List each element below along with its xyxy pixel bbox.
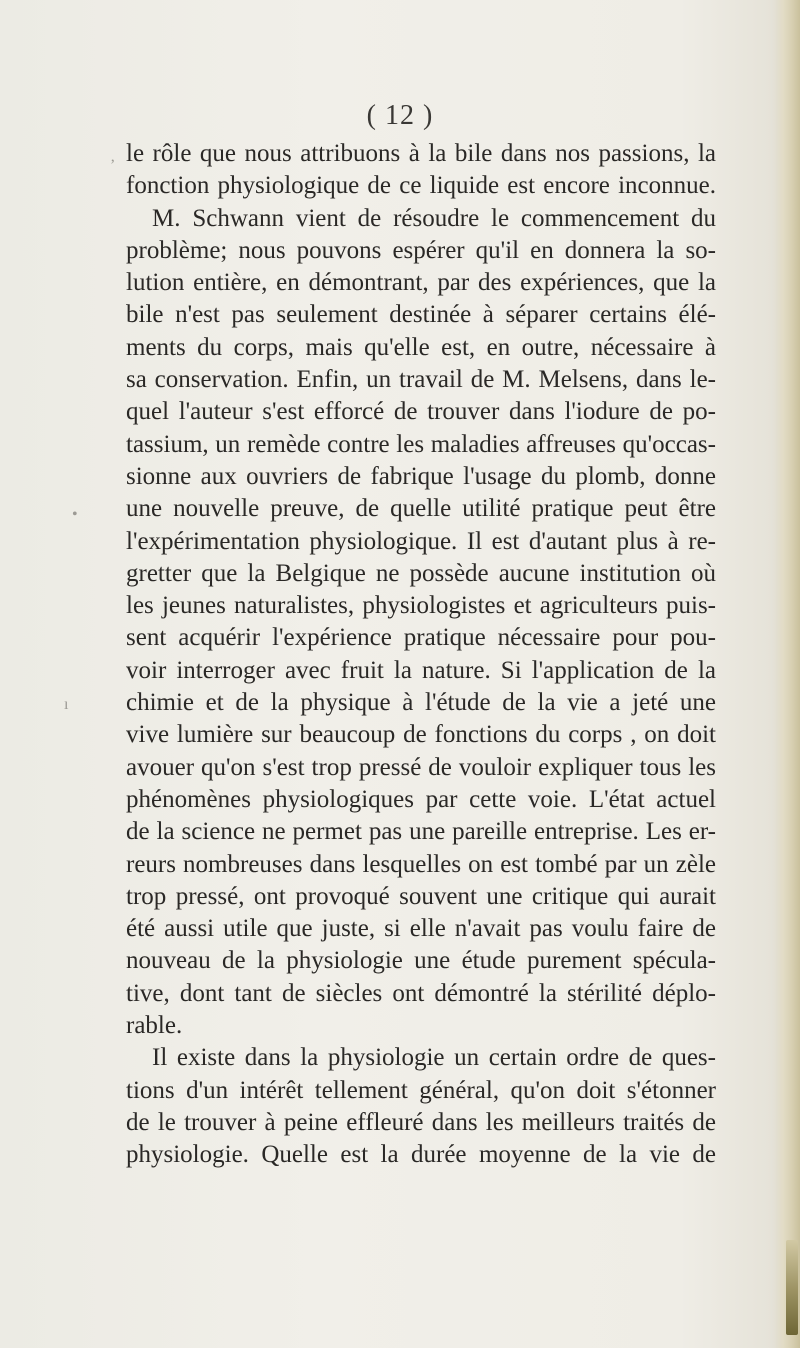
text-line: tive, dont tant de siècles ont démontré la stérilité déplo- [126,979,716,1007]
text-line: le rôle que nous attribuons à la bile dans nos passions, la [126,140,716,167]
text-line: sionne aux ouvriers de fabrique l'usage du plomb, donne [126,462,716,490]
text-line: lution entière, en démontrant, par des expériences, que la [126,269,716,297]
text-line: de le trouver à peine effleuré dans les meilleurs traités de [126,1108,716,1136]
page-number: ( 12 ) [366,100,434,131]
text-line: nouveau de la physiologie une étude purement spécula- [126,947,716,975]
text-line: tassium, un remède contre les maladies affreuses qu'occas- [126,430,716,458]
text-line: fonction physiologique de ce liquide est encore inconnue. [126,172,716,200]
text-line: gretter que la Belgique ne possède aucune institution où [126,559,716,587]
text-line: de la science ne permet pas une pareille entreprise. Les er- [126,818,716,846]
text-line: sa conservation. Enfin, un travail de M. Melsens, dans le- [126,366,716,394]
text-line: trop pressé, ont provoqué souvent une critique qui aurait [126,882,716,910]
text-line: M. Schwann vient de résoudre le commencement du [152,204,716,232]
text-line: voir interroger avec fruit la nature. Si l'application de la [126,656,716,684]
text-line: ments du corps, mais qu'elle est, en outre, nécessaire à [126,333,716,361]
page-edge-stain [786,1240,798,1335]
text-line: été aussi utile que juste, si elle n'avait pas voulu faire de [126,915,716,943]
text-line: problème; nous pouvons espérer qu'il en donnera la so- [126,236,716,264]
text-line: phénomènes physiologiques par cette voie. L'état actuel [126,785,716,813]
text-line: les jeunes naturalistes, physiologistes et agriculteurs puis- [126,592,716,620]
text-line: l'expérimentation physiologique. Il est d'autant plus à re- [126,527,716,555]
text-line: rable. [126,1012,183,1040]
text-line: avouer qu'on s'est trop pressé de vouloir expliquer tous les [126,753,716,781]
text-line: reurs nombreuses dans lesquelles on est tombé par un zèle [126,850,716,878]
text-line: une nouvelle preuve, de quelle utilité pratique peut être [126,495,716,523]
margin-mark: ‚ [110,148,116,165]
text-line: vive lumière sur beaucoup de fonctions du corps , on doit [126,721,716,749]
text-line: tions d'un intérêt tellement général, qu'on doit s'étonner [126,1076,716,1104]
margin-mark: • [72,506,78,523]
text-line: sent acquérir l'expérience pratique nécessaire pour pou- [126,624,716,652]
page-edge-shading [774,0,800,1348]
text-line: quel l'auteur s'est efforcé de trouver dans l'iodure de po- [126,398,716,426]
text-line: chimie et de la physique à l'étude de la vie a jeté une [126,689,716,717]
text-line: physiologie. Quelle est la durée moyenne de la vie de [126,1141,716,1169]
text-line: Il existe dans la physiologie un certain ordre de ques- [152,1044,716,1072]
body-text [126,138,716,1172]
margin-mark: ı [64,696,69,713]
text-line: bile n'est pas seulement destinée à séparer certains élé- [126,301,716,329]
